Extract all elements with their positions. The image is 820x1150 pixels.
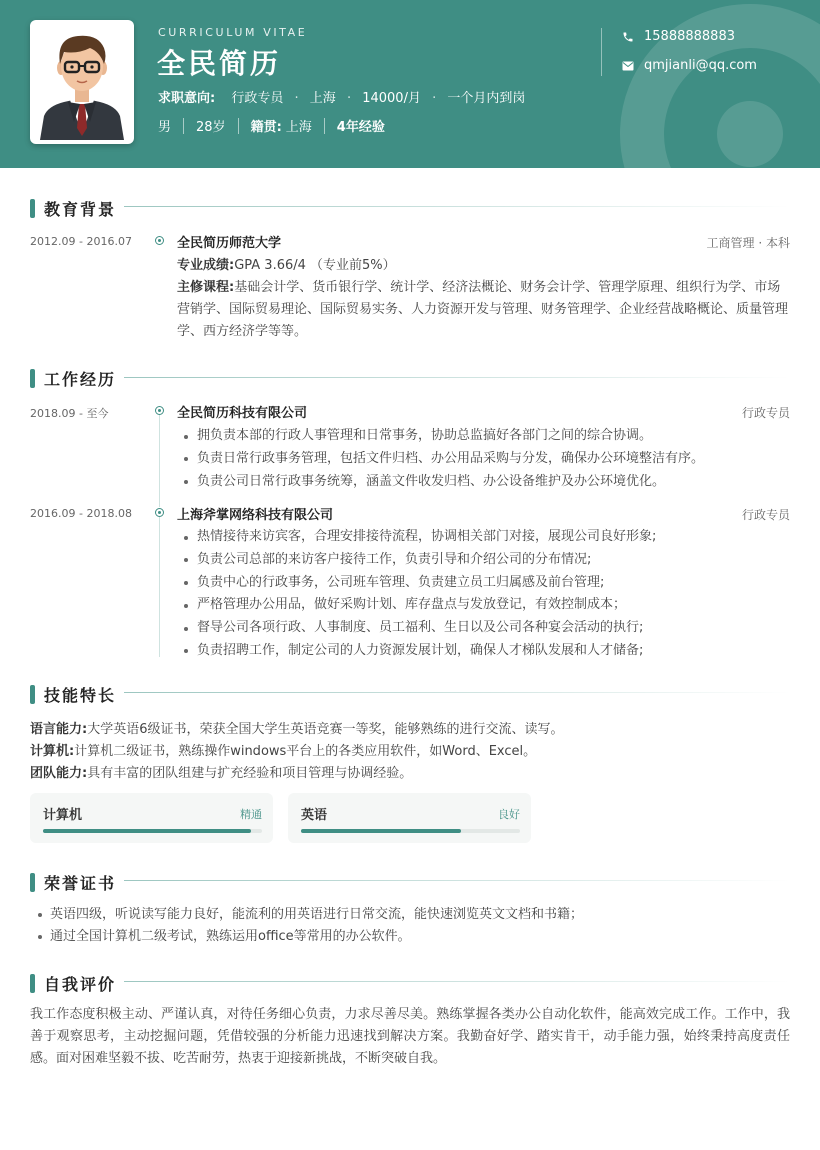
skill-text: 计算机二级证书，熟练操作windows平台上的各类应用软件，如Word、Excel。: [74, 744, 537, 759]
job-duties: [184, 425, 790, 493]
intent-separator: ·: [432, 91, 437, 106]
skill-progress-fill: [301, 829, 461, 833]
avatar-illustration: [34, 24, 130, 140]
phone-icon: [622, 31, 634, 43]
company-name: 上海斧掌网络科技有限公司: [177, 508, 334, 523]
skill-label: 语言能力:: [30, 722, 88, 737]
cv-label: CURRICULUM VITAE: [158, 26, 308, 39]
duty-item: 严格管理办公用品，做好采购计划、库存盘点与发放登记，有效控制成本；: [184, 594, 790, 617]
section-education: [30, 197, 116, 220]
gender: 男: [158, 120, 172, 135]
phone-contact: [622, 29, 735, 44]
section-skills: [30, 683, 116, 706]
section-rule: [124, 377, 790, 378]
intent-city: 上海: [309, 91, 336, 106]
section-rule: [124, 981, 790, 982]
intent-separator: ·: [346, 91, 352, 106]
job-intent: [158, 87, 525, 106]
duty-item: 负责公司日常行政事务统筹，涵盖文件收发归档、办公设备维护及办公环境优化。: [184, 471, 790, 494]
intent-availability: 一个月内到岗: [447, 91, 526, 106]
timeline-dot: [155, 236, 164, 245]
divider: [238, 118, 239, 134]
section-rule: [124, 880, 790, 881]
timeline-line: [159, 517, 160, 657]
section-rule: [124, 206, 790, 207]
profile-photo: [30, 20, 134, 144]
basic-info: [158, 116, 385, 135]
section-title: 技能特长: [44, 686, 117, 705]
education-date: 2012.09 - 2016.07: [30, 235, 132, 248]
duty-item: 热情接待来访宾客，合理安排接待流程，协调相关部门对接，展现公司良好形象;: [184, 526, 790, 549]
section-honors: [30, 871, 116, 894]
intent-position: 行政专员: [231, 91, 284, 106]
skill-text: 具有丰富的团队组建与扩充经验和项目管理与协调经验。: [87, 766, 413, 781]
section-title: 自我评价: [44, 975, 117, 994]
hometown-label: 籍贯:: [250, 120, 282, 135]
honor-item: 英语四级，听说读写能力良好，能流利的用英语进行日常交流，能快速浏览英文文档和书籍；: [38, 904, 583, 926]
self-evaluation-text: 我工作态度积极主动、严谨认真，对待任务细心负责，力求尽善尽美。熟练掌握各类办公自动化软件，能高效完成工作。工作中，我善于观察思考，主动挖掘问题，凭借较强的分析能力迅速找到解决方案。我勤奋好学、踏实肯干，动手能力强，始终秉持高度责任感。面对困难坚毅不拔、吃苦耐劳，热衷于迎接新挑战，不断突破自我。: [30, 1007, 790, 1066]
section-marker: [30, 685, 35, 704]
job-intent-label: 求职意向:: [158, 91, 216, 106]
major-degree: 工商管理 · 本科: [706, 236, 790, 250]
school-name: 全民简历师范大学: [177, 236, 282, 251]
education-details: [177, 255, 790, 343]
section-marker: [30, 199, 35, 218]
courses-value: 基础会计学、货币银行学、统计学、经济法概论、财务会计学、管理学原理、组织行为学、市场营销学、国际贸易理论、国际贸易实务、人力资源开发与管理、财务管理学、企业经营战略概论、质量管理学、西方经济学等等。: [177, 280, 789, 339]
experience-years: 4年经验: [336, 120, 385, 135]
skill-progress-track: [43, 829, 262, 833]
skill-progress-track: [301, 829, 520, 833]
duty-item: 负责公司总部的来访客户接待工作，负责引导和介绍公司的分布情况;: [184, 549, 790, 572]
timeline-line: [159, 415, 160, 507]
hometown: 上海: [285, 120, 312, 135]
skill-progress-fill: [43, 829, 251, 833]
courses-line: [177, 277, 790, 343]
section-self-evaluation: [30, 972, 116, 995]
duty-item: 负责日常行政事务管理，包括文件归档、办公用品采购与分发，确保办公环境整洁有序。: [184, 448, 790, 471]
job-date: 2016.09 - 2018.08: [30, 507, 132, 520]
skill-card-english: [288, 793, 531, 843]
skill-name: 英语: [301, 808, 328, 823]
section-marker: [30, 873, 35, 892]
courses-label: 主修课程:: [177, 280, 235, 295]
intent-separator: ·: [294, 91, 299, 106]
email-contact: [622, 58, 757, 73]
section-title: 荣誉证书: [44, 874, 117, 893]
divider: [183, 118, 184, 134]
job-date: 2018.09 - 至今: [30, 407, 109, 420]
decorative-circle: [717, 101, 783, 167]
duty-item: 督导公司各项行政、人事制度、员工福利、生日以及公司各种宴会活动的执行;: [184, 617, 790, 640]
email-address: qmjianli@qq.com: [644, 58, 757, 73]
skill-label: 团队能力:: [30, 766, 88, 781]
skill-computer: [30, 740, 536, 759]
gpa-value: GPA 3.66/4 （专业前5%）: [234, 258, 396, 273]
divider: [324, 118, 325, 134]
honors-list: [38, 904, 583, 948]
duty-item: 拥负责本部的行政人事管理和日常事务，协助总监搞好各部门之间的综合协调。: [184, 425, 790, 448]
gpa-label: 专业成绩:: [177, 258, 235, 273]
job-duties: [184, 526, 790, 663]
resume-header: [0, 0, 820, 168]
gpa-line: [177, 255, 790, 277]
skill-language: [30, 718, 563, 737]
skill-label: 计算机:: [30, 744, 75, 759]
phone-number: 15888888883: [644, 29, 735, 44]
section-title: 工作经历: [44, 370, 117, 389]
section-marker: [30, 369, 35, 388]
job-role: 行政专员: [741, 508, 790, 522]
skill-team: [30, 762, 412, 781]
age: 28岁: [196, 120, 226, 135]
section-rule: [124, 692, 790, 693]
section-marker: [30, 974, 35, 993]
honor-item: 通过全国计算机二级考试，熟练运用office等常用的办公软件。: [38, 926, 583, 948]
mail-icon: [622, 61, 634, 71]
timeline-dot: [155, 406, 164, 415]
company-name: 全民简历科技有限公司: [177, 406, 308, 421]
contact-divider: [601, 28, 602, 76]
job-role: 行政专员: [741, 406, 790, 420]
skill-card-computer: [30, 793, 273, 843]
skill-text: 大学英语6级证书，荣获全国大学生英语竞赛一等奖，能够熟练的进行交流、读写。: [87, 722, 564, 737]
section-title: 教育背景: [44, 200, 117, 219]
duty-item: 负责招聘工作，制定公司的人力资源发展计划，确保人才梯队发展和人才储备;: [184, 640, 790, 663]
candidate-name: 全民简历: [157, 47, 282, 80]
timeline-dot: [155, 508, 164, 517]
skill-level: 精通: [240, 808, 262, 821]
duty-item: 负责中心的行政事务，公司班车管理、负责建立员工归属感及前台管理;: [184, 572, 790, 595]
intent-salary: 14000/月: [362, 91, 421, 106]
skill-level: 良好: [498, 808, 520, 821]
skill-name: 计算机: [43, 808, 83, 823]
section-work: [30, 367, 116, 390]
